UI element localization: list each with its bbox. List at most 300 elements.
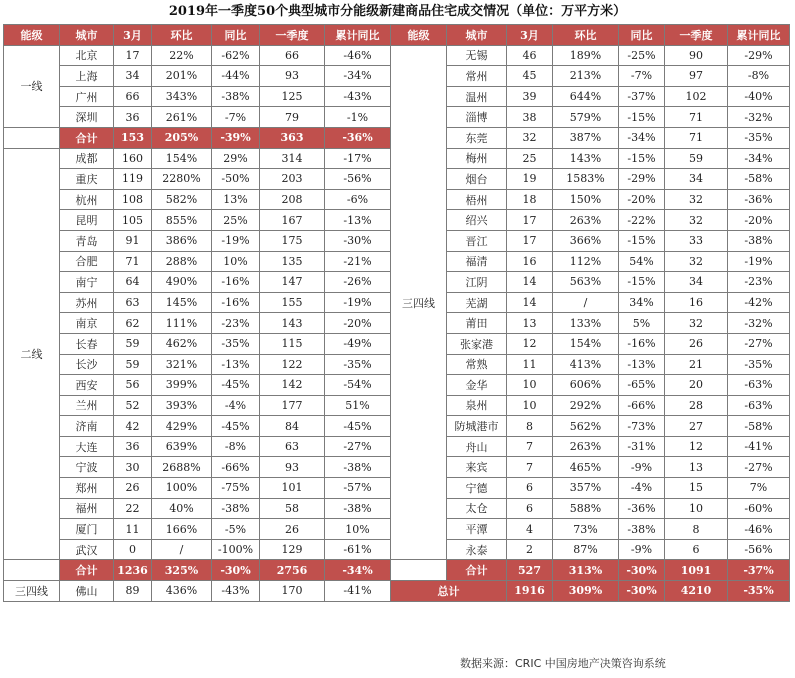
table-cell: 2280% (152, 169, 212, 190)
table-cell: 10 (507, 375, 553, 396)
tier-label-extra: 三四线 (4, 581, 60, 602)
table-cell: 26 (665, 333, 728, 354)
table-cell: 34 (665, 272, 728, 293)
table-cell: -56% (325, 169, 391, 190)
table-cell: -35% (325, 354, 391, 375)
table-cell: 56 (114, 375, 152, 396)
table-cell: -38% (325, 498, 391, 519)
table-cell: 西安 (60, 375, 114, 396)
table-row (4, 581, 790, 602)
table-cell: -32% (728, 107, 790, 128)
table-cell: 7 (507, 436, 553, 457)
table-cell: 51% (325, 395, 391, 416)
column-header: 环比 (553, 25, 619, 46)
table-cell: 长沙 (60, 354, 114, 375)
table-cell: 太仓 (447, 498, 507, 519)
table-row (4, 560, 790, 581)
table-cell: 579% (553, 107, 619, 128)
table-cell: 644% (553, 86, 619, 107)
table-cell: -23% (212, 313, 260, 334)
table-cell: 13% (212, 189, 260, 210)
table-row (4, 45, 790, 66)
table-cell: 46 (507, 45, 553, 66)
table-cell: 江阴 (447, 272, 507, 293)
table-cell: -20% (619, 189, 665, 210)
table-cell: -57% (325, 478, 391, 499)
table-cell: 71 (114, 251, 152, 272)
table-cell: 62 (114, 313, 152, 334)
table-cell: 合肥 (60, 251, 114, 272)
table-cell: 25 (507, 148, 553, 169)
total-cell: -37% (728, 560, 790, 581)
table-cell: 399% (152, 375, 212, 396)
column-header: 能级 (4, 25, 60, 46)
transaction-table (3, 24, 790, 602)
table-cell: 33 (665, 230, 728, 251)
total-cell: 153 (114, 127, 152, 148)
table-cell: 舟山 (447, 436, 507, 457)
table-cell: -60% (728, 498, 790, 519)
table-cell: -35% (212, 333, 260, 354)
table-cell: 佛山 (60, 581, 114, 602)
table-cell: / (152, 539, 212, 560)
table-cell: 166% (152, 519, 212, 540)
table-cell: -32% (728, 313, 790, 334)
table-cell: 32 (665, 210, 728, 231)
table-cell: 154% (553, 333, 619, 354)
table-cell: 64 (114, 272, 152, 293)
table-cell: -17% (325, 148, 391, 169)
table-cell: 32 (507, 127, 553, 148)
tier-spacer (391, 560, 447, 581)
tier-label: 二线 (4, 148, 60, 560)
table-cell: -38% (212, 86, 260, 107)
table-cell: 28 (665, 395, 728, 416)
table-cell: 71 (665, 107, 728, 128)
table-cell: 厦门 (60, 519, 114, 540)
total-cell: -39% (212, 127, 260, 148)
table-cell: -34% (619, 127, 665, 148)
table-cell: -15% (619, 272, 665, 293)
table-cell: 来宾 (447, 457, 507, 478)
column-header: 3月 (114, 25, 152, 46)
table-cell: -30% (325, 230, 391, 251)
table-cell: -21% (325, 251, 391, 272)
table-cell: 广州 (60, 86, 114, 107)
column-header: 城市 (447, 25, 507, 46)
table-cell: 167 (260, 210, 325, 231)
grand-total-label: 总计 (391, 581, 507, 602)
table-cell: -46% (728, 519, 790, 540)
table-cell: 213% (553, 66, 619, 87)
table-cell: 112% (553, 251, 619, 272)
table-cell: 25% (212, 210, 260, 231)
table-cell: 南宁 (60, 272, 114, 293)
table-cell: 烟台 (447, 169, 507, 190)
table-cell: 南京 (60, 313, 114, 334)
table-cell: 203 (260, 169, 325, 190)
table-cell: 莆田 (447, 313, 507, 334)
header-row (4, 25, 790, 46)
table-cell: -66% (212, 457, 260, 478)
table-cell: 10% (325, 519, 391, 540)
table-cell: 17 (507, 210, 553, 231)
table-cell: 10% (212, 251, 260, 272)
table-cell: 6 (665, 539, 728, 560)
table-cell: 常州 (447, 66, 507, 87)
table-cell: -38% (619, 519, 665, 540)
table-cell: -45% (212, 375, 260, 396)
table-cell: 133% (553, 313, 619, 334)
total-cell: 205% (152, 127, 212, 148)
table-cell: -16% (619, 333, 665, 354)
table-cell: 10 (507, 395, 553, 416)
table-cell: -42% (728, 292, 790, 313)
table-cell: 32 (665, 251, 728, 272)
table-cell: 19 (507, 169, 553, 190)
data-source: 数据来源：CRIC 中国房地产决策咨询系统 (460, 657, 666, 670)
table-cell: 63 (260, 436, 325, 457)
table-cell: -16% (212, 292, 260, 313)
table-cell: 兰州 (60, 395, 114, 416)
table-cell: -63% (728, 395, 790, 416)
table-cell: 357% (553, 478, 619, 499)
table-cell: 147 (260, 272, 325, 293)
table-cell: 436% (152, 581, 212, 602)
table-cell: 562% (553, 416, 619, 437)
table-cell: -58% (728, 169, 790, 190)
table-cell: 福清 (447, 251, 507, 272)
table-cell: -49% (325, 333, 391, 354)
table-cell: -26% (325, 272, 391, 293)
table-cell: 7 (507, 457, 553, 478)
table-cell: -15% (619, 230, 665, 251)
table-cell: 14 (507, 292, 553, 313)
table-cell: 45 (507, 66, 553, 87)
table-cell: -6% (325, 189, 391, 210)
table-cell: -61% (325, 539, 391, 560)
table-cell: 34% (619, 292, 665, 313)
table-cell: -29% (728, 45, 790, 66)
table-cell: 8 (507, 416, 553, 437)
table-cell: -63% (728, 375, 790, 396)
table-cell: 11 (507, 354, 553, 375)
table-cell: 201% (152, 66, 212, 87)
table-cell: 71 (665, 127, 728, 148)
table-cell: 长春 (60, 333, 114, 354)
column-header: 累计同比 (728, 25, 790, 46)
table-cell: 11 (114, 519, 152, 540)
table-cell: 7% (728, 478, 790, 499)
table-cell: -75% (212, 478, 260, 499)
table-cell: -27% (728, 457, 790, 478)
column-header: 一季度 (260, 25, 325, 46)
table-cell: -19% (325, 292, 391, 313)
table-cell: -4% (212, 395, 260, 416)
column-header: 环比 (152, 25, 212, 46)
grand-total-cell: 309% (553, 581, 619, 602)
table-cell: 292% (553, 395, 619, 416)
table-cell: -20% (325, 313, 391, 334)
table-cell: 413% (553, 354, 619, 375)
table-cell: -58% (728, 416, 790, 437)
table-cell: 102 (665, 86, 728, 107)
table-cell: 成都 (60, 148, 114, 169)
table-cell: 462% (152, 333, 212, 354)
table-cell: -46% (325, 45, 391, 66)
table-cell: 160 (114, 148, 152, 169)
table-cell: 115 (260, 333, 325, 354)
table-cell: 387% (553, 127, 619, 148)
table-cell: -37% (619, 86, 665, 107)
table-cell: 18 (507, 189, 553, 210)
table-cell: -34% (325, 66, 391, 87)
total-cell: 1236 (114, 560, 152, 581)
table-cell: 北京 (60, 45, 114, 66)
table-cell: 济南 (60, 416, 114, 437)
total-cell: 合计 (60, 127, 114, 148)
table-cell: 93 (260, 66, 325, 87)
total-cell: -30% (619, 560, 665, 581)
table-cell: 防城港市 (447, 416, 507, 437)
table-cell: 366% (553, 230, 619, 251)
table-cell: 59 (665, 148, 728, 169)
table-cell: 52 (114, 395, 152, 416)
table-cell: -35% (728, 354, 790, 375)
table-cell: 39 (507, 86, 553, 107)
column-header: 3月 (507, 25, 553, 46)
table-cell: 59 (114, 333, 152, 354)
table-cell: -22% (619, 210, 665, 231)
table-cell: -15% (619, 107, 665, 128)
column-header: 累计同比 (325, 25, 391, 46)
table-cell: 101 (260, 478, 325, 499)
table-cell: 89 (114, 581, 152, 602)
table-cell: 34 (665, 169, 728, 190)
table-cell: -45% (212, 416, 260, 437)
table-cell: 16 (665, 292, 728, 313)
table-cell: -34% (728, 148, 790, 169)
table-cell: -65% (619, 375, 665, 396)
table-cell: 155 (260, 292, 325, 313)
tier-label: 一线 (4, 45, 60, 127)
table-cell: -13% (212, 354, 260, 375)
table-cell: 208 (260, 189, 325, 210)
table-cell: 135 (260, 251, 325, 272)
table-cell: 606% (553, 375, 619, 396)
table-cell: 177 (260, 395, 325, 416)
table-cell: 42 (114, 416, 152, 437)
table-cell: -100% (212, 539, 260, 560)
table-cell: -44% (212, 66, 260, 87)
column-header: 一季度 (665, 25, 728, 46)
table-cell: 郑州 (60, 478, 114, 499)
table-cell: 晋江 (447, 230, 507, 251)
table-cell: -36% (619, 498, 665, 519)
table-cell: -7% (619, 66, 665, 87)
table-cell: 54% (619, 251, 665, 272)
table-cell: 22 (114, 498, 152, 519)
table-cell: 175 (260, 230, 325, 251)
total-cell: 313% (553, 560, 619, 581)
table-cell: 0 (114, 539, 152, 560)
column-header: 城市 (60, 25, 114, 46)
table-cell: 福州 (60, 498, 114, 519)
table-cell: -15% (619, 148, 665, 169)
total-cell: -30% (212, 560, 260, 581)
table-cell: 10 (665, 498, 728, 519)
table-cell: 129 (260, 539, 325, 560)
table-cell: 永泰 (447, 539, 507, 560)
table-cell: 143% (553, 148, 619, 169)
table-cell: 639% (152, 436, 212, 457)
table-cell: 122 (260, 354, 325, 375)
table-cell: 5% (619, 313, 665, 334)
table-cell: 17 (507, 230, 553, 251)
table-cell: -19% (212, 230, 260, 251)
table-cell: -38% (728, 230, 790, 251)
table-cell: -8% (212, 436, 260, 457)
table-cell: -31% (619, 436, 665, 457)
table-cell: 66 (260, 45, 325, 66)
table-cell: 263% (553, 436, 619, 457)
table-cell: 87% (553, 539, 619, 560)
table-cell: 13 (507, 313, 553, 334)
table-cell: 平潭 (447, 519, 507, 540)
table-cell: 490% (152, 272, 212, 293)
table-cell: 32 (665, 189, 728, 210)
table-cell: 588% (553, 498, 619, 519)
table-cell: -29% (619, 169, 665, 190)
grand-total-cell: 1916 (507, 581, 553, 602)
total-cell: 325% (152, 560, 212, 581)
table-cell: 125 (260, 86, 325, 107)
table-cell: 泉州 (447, 395, 507, 416)
total-cell: 363 (260, 127, 325, 148)
table-cell: 宁德 (447, 478, 507, 499)
table-cell: -16% (212, 272, 260, 293)
table-cell: -9% (619, 457, 665, 478)
table-cell: 63 (114, 292, 152, 313)
table-cell: 170 (260, 581, 325, 602)
table-cell: 常熟 (447, 354, 507, 375)
table-cell: 杭州 (60, 189, 114, 210)
grand-total-cell: -30% (619, 581, 665, 602)
table-cell: 429% (152, 416, 212, 437)
table-cell: -23% (728, 272, 790, 293)
total-cell: 527 (507, 560, 553, 581)
table-cell: 855% (152, 210, 212, 231)
table-cell: -40% (728, 86, 790, 107)
table-cell: 淄博 (447, 107, 507, 128)
table-cell: -62% (212, 45, 260, 66)
table-cell: 93 (260, 457, 325, 478)
table-cell: 36 (114, 436, 152, 457)
total-cell: 1091 (665, 560, 728, 581)
table-cell: 84 (260, 416, 325, 437)
table-cell: 393% (152, 395, 212, 416)
table-cell: 189% (553, 45, 619, 66)
table-cell: -56% (728, 539, 790, 560)
grand-total-cell: 4210 (665, 581, 728, 602)
table-cell: 105 (114, 210, 152, 231)
table-cell: -7% (212, 107, 260, 128)
table-cell: 深圳 (60, 107, 114, 128)
table-cell: 6 (507, 478, 553, 499)
table-cell: 梧州 (447, 189, 507, 210)
table-cell: 8 (665, 519, 728, 540)
table-cell: 昆明 (60, 210, 114, 231)
table-cell: 108 (114, 189, 152, 210)
table-cell: -25% (619, 45, 665, 66)
table-cell: 154% (152, 148, 212, 169)
total-cell: 合计 (447, 560, 507, 581)
table-cell: 1583% (553, 169, 619, 190)
table-cell: 上海 (60, 66, 114, 87)
table-cell: 宁波 (60, 457, 114, 478)
table-cell: -4% (619, 478, 665, 499)
column-header: 同比 (619, 25, 665, 46)
table-cell: 40% (152, 498, 212, 519)
tier-spacer (4, 560, 60, 581)
table-cell: -43% (325, 86, 391, 107)
total-cell: -34% (325, 560, 391, 581)
table-cell: 261% (152, 107, 212, 128)
table-cell: -41% (728, 436, 790, 457)
table-cell: 14 (507, 272, 553, 293)
table-cell: 386% (152, 230, 212, 251)
table-cell: -19% (728, 251, 790, 272)
table-cell: -27% (728, 333, 790, 354)
table-cell: 温州 (447, 86, 507, 107)
table-cell: 563% (553, 272, 619, 293)
table-cell: 29% (212, 148, 260, 169)
table-cell: -73% (619, 416, 665, 437)
table-cell: 16 (507, 251, 553, 272)
table-cell: 东莞 (447, 127, 507, 148)
total-cell: 2756 (260, 560, 325, 581)
table-cell: 343% (152, 86, 212, 107)
table-cell: -13% (619, 354, 665, 375)
table-cell: 263% (553, 210, 619, 231)
table-cell: 465% (553, 457, 619, 478)
table-cell: 145% (152, 292, 212, 313)
table-cell: 314 (260, 148, 325, 169)
table-cell: -9% (619, 539, 665, 560)
table-cell: 34 (114, 66, 152, 87)
table-cell: -45% (325, 416, 391, 437)
table-cell: -1% (325, 107, 391, 128)
table-cell: -38% (212, 498, 260, 519)
table-cell: -13% (325, 210, 391, 231)
table-cell: 59 (114, 354, 152, 375)
tier-label: 三四线 (391, 45, 447, 560)
total-cell: -36% (325, 127, 391, 148)
table-cell: 27 (665, 416, 728, 437)
table-cell: 无锡 (447, 45, 507, 66)
table-cell: -54% (325, 375, 391, 396)
table-cell: 26 (260, 519, 325, 540)
table-cell: 2688% (152, 457, 212, 478)
table-cell: -50% (212, 169, 260, 190)
table-cell: 79 (260, 107, 325, 128)
table-cell: 绍兴 (447, 210, 507, 231)
table-cell: 58 (260, 498, 325, 519)
table-cell: 90 (665, 45, 728, 66)
table-cell: -43% (212, 581, 260, 602)
table-cell: 12 (665, 436, 728, 457)
table-cell: 111% (152, 313, 212, 334)
